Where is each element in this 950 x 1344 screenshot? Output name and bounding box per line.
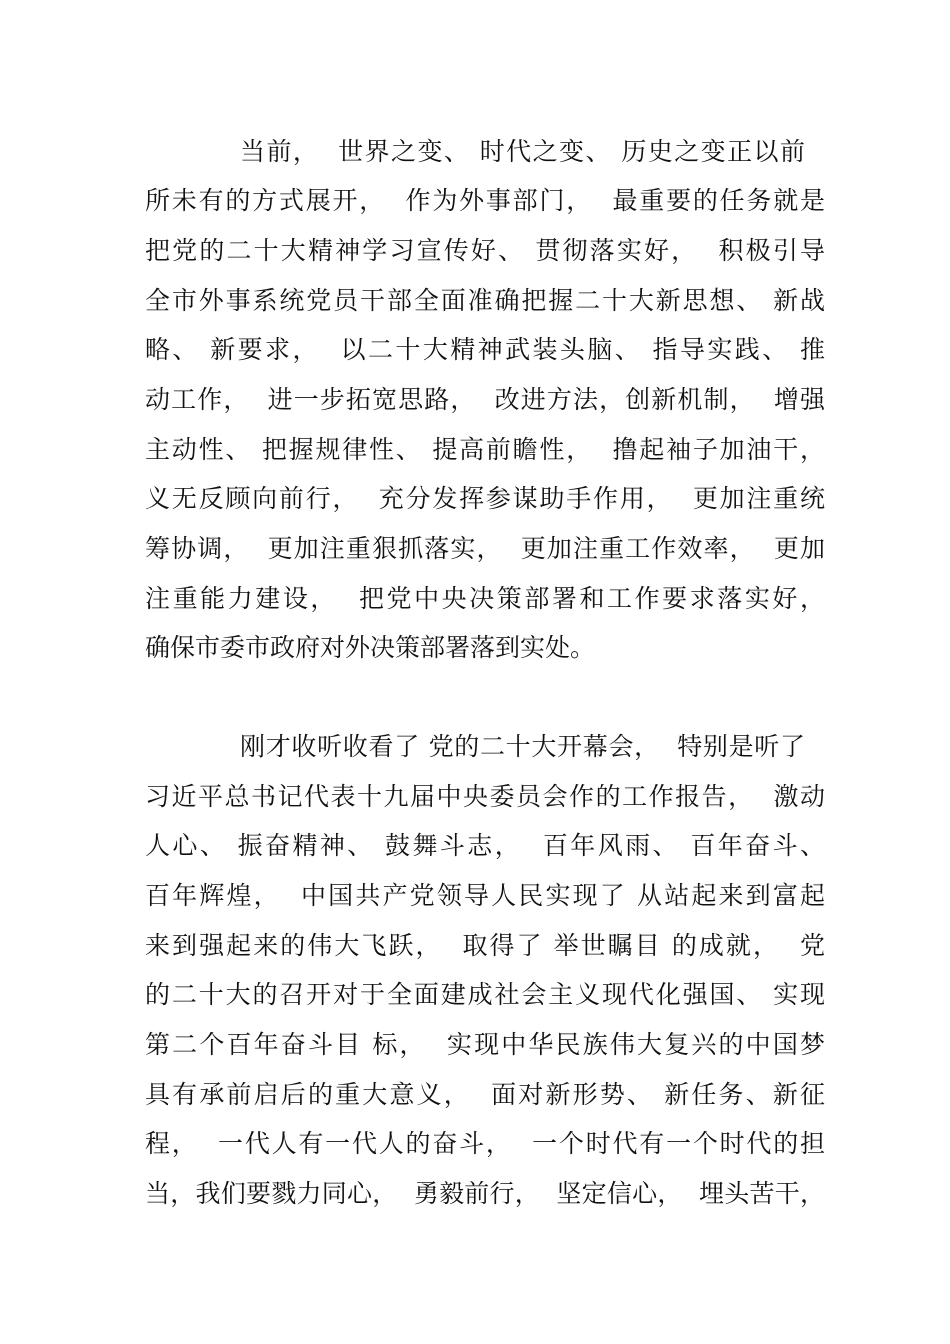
paragraph-line: 所未有的方式展开， 作为外事部门， 最重要的任务就是 xyxy=(145,186,825,215)
paragraph-line: 习近平总书记代表十九届中央委员会作的工作报告， 激动 xyxy=(145,782,825,811)
paragraph-line: 主动性、 把握规律性、 提高前瞻性， 撸起袖子加油干， xyxy=(145,435,825,464)
paragraph-line: 当，我们要戮力同心， 勇毅前行， 坚定信心， 埋头苦干， xyxy=(145,1179,825,1208)
paragraph-line: 第二个百年奋斗目 标， 实现中华民族伟大复兴的中国梦 xyxy=(145,1030,825,1059)
paragraph-line: 注重能力建设， 把党中央决策部署和工作要求落实好， xyxy=(145,584,825,613)
paragraph-line: 的二十大的召开对于全面建成社会主义现代化强国、 实现 xyxy=(145,980,825,1009)
paragraph-line: 人心、 振奋精神、 鼓舞斗志， 百年风雨、 百年奋斗、 xyxy=(145,831,825,860)
paragraph-line: 当前， 世界之变、 时代之变、 历史之变正以前 xyxy=(240,137,805,166)
paragraph-line: 义无反顾向前行， 充分发挥参谋助手作用， 更加注重统 xyxy=(145,484,825,513)
paragraph-line: 略、 新要求， 以二十大精神武装头脑、 指导实践、 推 xyxy=(145,335,825,364)
paragraph-line: 全市外事系统党员干部全面准确把握二十大新思想、 新战 xyxy=(145,286,825,315)
paragraph-line: 动工作， 进一步拓宽思路， 改进方法，创新机制， 增强 xyxy=(145,385,825,414)
paragraph-line: 程， 一代人有一代人的奋斗， 一个时代有一个时代的担 xyxy=(145,1129,825,1158)
paragraph-line: 刚才收听收看了 党的二十大开幕会， 特别是听了 xyxy=(240,732,805,761)
paragraph-line: 筹协调， 更加注重狠抓落实， 更加注重工作效率， 更加 xyxy=(145,534,825,563)
paragraph-line: 把党的二十大精神学习宣传好、 贯彻落实好， 积极引导 xyxy=(145,236,825,265)
paragraph-line: 百年辉煌， 中国共产党领导人民实现了 从站起来到富起 xyxy=(145,881,825,910)
paragraph-line: 来到强起来的伟大飞跃， 取得了 举世瞩目 的成就， 党 xyxy=(145,931,825,960)
paragraph-line: 具有承前启后的重大意义， 面对新形势、 新任务、新征 xyxy=(145,1080,825,1109)
paragraph-line: 确保市委市政府对外决策部署落到实处。 xyxy=(145,633,596,662)
